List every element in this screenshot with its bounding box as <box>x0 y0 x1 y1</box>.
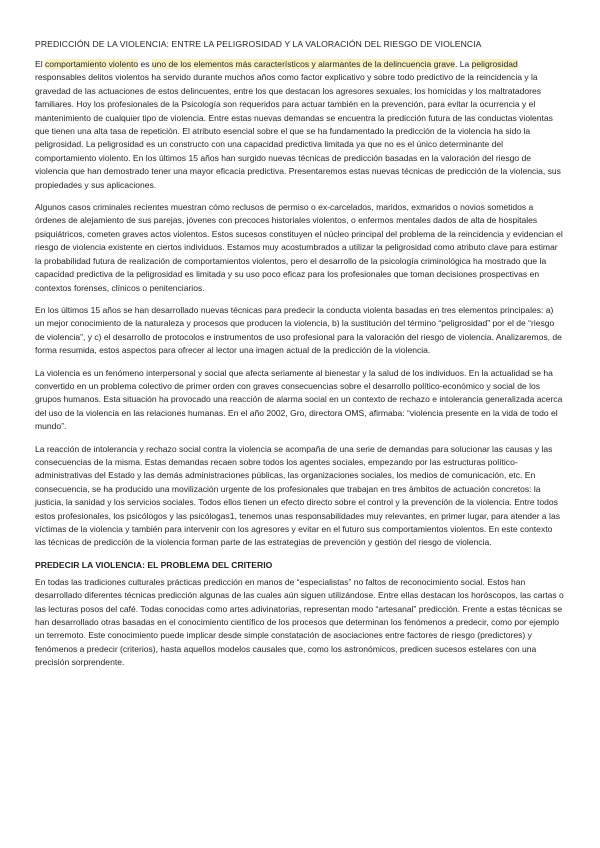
highlight-span: peligrosidad <box>471 59 518 69</box>
text-span: El <box>35 59 45 69</box>
document-title: PREDICCIÓN DE LA VIOLENCIA: ENTRE LA PELIGROSIDAD Y LA VALORACIÓN DEL RIESGO DE VIOLENCIA <box>35 39 482 49</box>
text-span: es <box>138 59 152 69</box>
paragraph-4: La violencia es un fenómeno interpersonal y social que afecta seriamente al bienestar y la salud de los individuos. En la actualidad se ha convertido en un problema colectivo de primer orden con graves consecuencias sobre el desarrollo político-económico y social de los grupos humanos. Esta situación ha provocado una reacción de alarma social en un contexto de rechazo e intolerancia generalizada acerca del uso de la violencia en las relaciones humanas. En el año 2002, Gro, directora OMS, afirmaba: “violencia presente en la vida de todo el mundo”. <box>35 367 563 432</box>
highlight-span: comportamiento violento <box>44 59 139 69</box>
paragraph-5: La reacción de intolerancia y rechazo social contra la violencia se acompaña de una serie de demandas para solucionar las causas y las consecuencias de la misma. Estas demandas recaen sobre todos los agentes sociales, empezando por las estructuras político-administrativas del Estado y las demás administraciones públicas, las organizaciones sociales, los medios de comunicación, etc. En consecuencia, se ha producido una movilización urgente de los profesionales que trabajan en tres ámbitos de actuación concretos: la justicia, la sanidad y los servicios sociales. Todos ellos tienen un efecto directo sobre el control y la prevención de la violencia. Entre todos estos profesionales, los psicólogos y las psicólogas1, tenemos unas responsabilidades muy relevantes, en primer lugar, para atender a las víctimas de la violencia y también para intervenir con los agresores y evitar en el futuro sus comportamientos violentos. En este contexto las técnicas de predicción de la violencia forman parte de las estrategias de prevención y gestión del riesgo de violencia. <box>35 443 560 548</box>
highlight-span: uno de los elementos más característicos y alarmantes de la delincuencia grave <box>151 59 455 69</box>
paragraph-6: En todas las tradiciones culturales prácticas predicción en manos de “especialistas” no faltos de reconocimiento social. Estos han desarrollado diferentes técnicas predicción algunas de las cuales aún siguen utilizándose. Entre ellas destacan los horóscopos, las cartas o las lecturas posos del café. Todas conocidas como artes adivinatorias, representan modo “artesanal” predicción. Frente a estas técnicas se han desarrollado otras basadas en el conocimiento científico de los procesos que determinan los fenómenos a predecir, como por ejemplo un terremoto. Este conocimiento puede implicar desde simple constatación de asociaciones entre factores de riesgo (predictores) y fenómenos a predecir (criterios), hasta aquellos modelos causales que, como los astronómicos, predicen sucesos estelares con una precisión sorprendente. <box>35 576 564 668</box>
text-span: . La <box>455 59 472 69</box>
section-heading: PREDECIR LA VIOLENCIA: EL PROBLEMA DEL CRITERIO <box>35 559 273 570</box>
paragraph-2: Algunos casos criminales recientes muestran cómo reclusos de permiso o ex-carcelados, maridos, exmaridos o novios sometidos a órdenes de alejamiento de sus parejas, jóvenes con precoces historiales violentos, o enfermos mentales dados de alta de hospitales psiquiátricos, cometen graves actos violentos. Estos sucesos constituyen el núcleo principal del problema de la reincidencia y evidencian el riesgo de violencia existente en ciertos individuos. Estamos muy acostumbrados a utilizar la peligrosidad como atributo clave para estimar la probabilidad futura de realización de comportamientos violentos, pero el desarrollo de la psicología criminológica ha mostrado que la capacidad predictiva de la peligrosidad es limitada y su uso poco eficaz para los profesionales que toman decisiones prospectivas en contextos forenses, clínicos o penitenciarios. <box>35 202 563 293</box>
text-span: responsables delitos violentos ha servido durante muchos años como factor explicativo y sobre todo predictivo de la reincidencia y la gravedad de las actuaciones de estos delincuentes, entre los que destacan los agresores sexuales, los homicidas y los maltratadores familiares. Hoy los profesionales de la Psicología son requeridos para actuar también en la prevención, para evitar la ocurrencia y el mantenimiento de cualquier tipo de violencia. Entre estas nuevas demandas se encuentra la predicción futura de las conductas violentas que tienen una alta tasa de repetición. El atributo esencial sobre el que se ha fundamentado la predicción de la violencia ha sido la peligrosidad. La peligrosidad es un constructo con una capacidad predictiva limitada ya que no es el único determinante del comportamiento violento. En los últimos 15 años han surgido nuevas técnicas de predicción basadas en la valoración del riesgo de violencia que han demostrado tener una mayor eficacia predictiva. Presentaremos estas nuevas técnicas de predicción de la violencia, sus propiedades y sus aplicaciones. <box>35 72 561 190</box>
paragraph-3: En los últimos 15 años se han desarrollado nuevas técnicas para predecir la conducta violenta basadas en tres elementos principales: a) un mejor conocimiento de la naturaleza y procesos que producen la violencia, b) la sustitución del término “peligrosidad” por el de “riesgo de violencia”, y c) el desarrollo de protocolos e instrumentos de uso profesional para la valoración del riesgo de violencia. Analizaremos, de forma resumida, estos aspectos para ofrecer al lector una imagen actual de la predicción de la violencia. <box>35 304 562 356</box>
paragraph-intro <box>35 58 565 192</box>
